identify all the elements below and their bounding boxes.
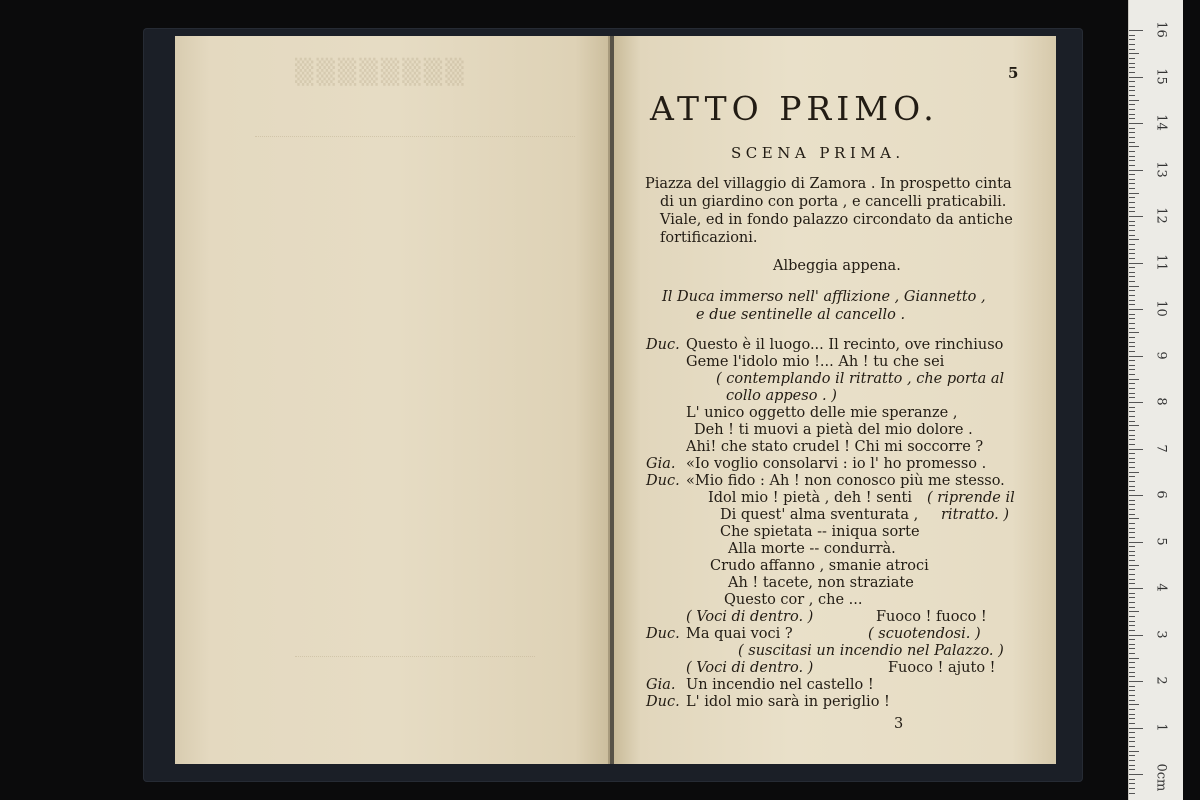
ruler-tick — [1129, 342, 1135, 343]
ruler-tick — [1129, 258, 1135, 259]
stage-direction: ( contemplando il ritratto , che porta al — [716, 371, 1005, 387]
ruler-tick — [1129, 551, 1135, 552]
act-title: ATTO PRIMO. — [650, 89, 939, 128]
ruler-tick — [1129, 174, 1135, 175]
ruler-tick — [1129, 793, 1135, 794]
ruler-tick — [1129, 365, 1135, 366]
ruler-label: 9 — [1153, 350, 1169, 360]
verse-line: Questo cor , che ... — [724, 592, 863, 608]
ruler-tick — [1129, 467, 1135, 468]
ruler-tick — [1129, 160, 1135, 161]
ruler-tick — [1129, 695, 1135, 696]
stage-direction: ( Voci di dentro. ) — [686, 609, 814, 625]
ruler-tick — [1129, 490, 1135, 491]
stage-direction: ritratto. ) — [941, 507, 1009, 523]
ruler-tick — [1129, 207, 1135, 208]
ruler-label: 6 — [1153, 490, 1169, 499]
ruler-tick — [1129, 230, 1135, 231]
verse-line: «Mio fido : Ah ! non conosco più me stesso. — [686, 473, 1005, 489]
ruler-tick — [1129, 704, 1139, 705]
ruler-tick — [1129, 221, 1135, 222]
setting-line: Piazza del villaggio di Zamora . In prospetto cinta — [645, 176, 1012, 192]
ruler-tick — [1129, 662, 1135, 663]
ruler-tick — [1129, 151, 1135, 152]
ruler-tick — [1129, 304, 1135, 305]
ruler-tick — [1129, 253, 1135, 254]
ruler-tick — [1129, 323, 1135, 324]
ruler-tick — [1129, 397, 1135, 398]
verse-line: Questo è il luogo... Il recinto, ove rinchiuso — [686, 337, 1004, 353]
ruler-tick — [1129, 765, 1135, 766]
ruler-tick — [1129, 272, 1135, 273]
ruler-tick — [1129, 574, 1135, 575]
ruler-tick — [1129, 686, 1135, 687]
ruler-tick — [1129, 690, 1135, 691]
ruler-tick — [1129, 728, 1143, 729]
ruler-tick — [1129, 239, 1139, 240]
ruler-tick — [1129, 197, 1135, 198]
ruler-tick — [1129, 104, 1135, 105]
ruler-tick — [1129, 779, 1135, 780]
ruler-tick — [1129, 314, 1135, 315]
ruler-tick — [1129, 625, 1135, 626]
stage-direction: collo appeso . ) — [726, 388, 837, 404]
ruler-tick — [1129, 360, 1135, 361]
verse-line: L' idol mio sarà in periglio ! — [686, 694, 890, 710]
verse-line: Geme l'idolo mio !... Ah ! tu che sei — [686, 354, 945, 370]
bleed-through — [255, 136, 575, 367]
verse-line: Un incendio nel castello ! — [686, 677, 874, 693]
ruler-label: 10 — [1153, 300, 1169, 317]
ruler-tick — [1129, 369, 1135, 370]
ruler-tick — [1129, 504, 1135, 505]
ruler-tick — [1129, 667, 1135, 668]
ruler-tick — [1129, 755, 1135, 756]
ruler-tick — [1129, 537, 1135, 538]
scene-heading: SCENA PRIMA. — [731, 144, 905, 162]
ruler-tick — [1129, 281, 1135, 282]
ruler-tick — [1129, 514, 1135, 515]
ruler-tick — [1129, 156, 1135, 157]
ruler-label: 11 — [1153, 253, 1169, 271]
verse-line: Deh ! ti muovi a pietà del mio dolore . — [694, 422, 973, 438]
ruler-tick — [1129, 356, 1143, 357]
ruler-tick — [1129, 481, 1135, 482]
ruler-tick — [1129, 81, 1135, 82]
ruler-tick — [1129, 714, 1135, 715]
ruler-tick — [1129, 560, 1135, 561]
verse-line: Idol mio ! pietà , deh ! senti — [708, 490, 913, 506]
ruler-tick — [1129, 249, 1135, 250]
ruler-tick — [1129, 142, 1135, 143]
ruler-tick — [1129, 783, 1135, 784]
ruler-tick — [1129, 49, 1135, 50]
ruler-tick — [1129, 672, 1135, 673]
setting-line: Viale, ed in fondo palazzo circondato da antiche — [660, 212, 1013, 228]
ruler-label: 0cm — [1153, 763, 1169, 792]
bleed-through — [295, 656, 535, 657]
ruler-tick — [1129, 211, 1135, 212]
ruler-tick — [1129, 351, 1135, 352]
ruler-tick — [1129, 402, 1143, 403]
ruler-tick — [1129, 621, 1135, 622]
ruler-tick — [1129, 597, 1135, 598]
ruler-tick — [1129, 383, 1135, 384]
ruler-tick — [1129, 244, 1135, 245]
ruler-label: 5 — [1153, 536, 1169, 546]
ruler-tick — [1129, 607, 1135, 608]
ruler-tick — [1129, 63, 1135, 64]
ruler-label: 14 — [1153, 114, 1169, 131]
ruler-tick — [1129, 616, 1135, 617]
ruler-tick — [1129, 67, 1135, 68]
characters-line: e due sentinelle al cancello . — [696, 307, 906, 323]
ruler-label: 7 — [1153, 443, 1169, 453]
ruler-tick — [1129, 235, 1135, 236]
ruler-tick — [1129, 295, 1135, 296]
ruler-tick — [1129, 630, 1135, 631]
ruler-tick — [1129, 95, 1135, 96]
ruler-label: 13 — [1153, 160, 1169, 178]
ruler-tick — [1129, 123, 1143, 124]
verse-line: Ah ! tacete, non straziate — [728, 575, 914, 591]
stage-direction: ( scuotendosi. ) — [868, 626, 981, 642]
ruler-tick — [1129, 555, 1135, 556]
ruler-tick — [1129, 137, 1135, 138]
speaker: Duc. — [646, 337, 680, 353]
ruler-tick — [1129, 86, 1135, 87]
ruler-tick — [1129, 788, 1135, 789]
verse-line: L' unico oggetto delle mie speranze , — [686, 405, 958, 421]
speaker: Duc. — [646, 626, 680, 642]
ruler-tick — [1129, 170, 1143, 171]
ruler-tick — [1129, 430, 1135, 431]
verse-line: Ma quai voci ? — [686, 626, 793, 642]
ruler-tick — [1129, 709, 1135, 710]
ruler-tick — [1129, 588, 1143, 589]
ruler-tick — [1129, 723, 1135, 724]
ruler-tick — [1129, 35, 1135, 36]
ruler-tick — [1129, 435, 1135, 436]
ruler-tick — [1129, 718, 1135, 719]
ruler-tick — [1129, 565, 1139, 566]
ruler-tick — [1129, 225, 1135, 226]
measuring-ruler — [1128, 0, 1183, 800]
ruler-label: 8 — [1153, 397, 1169, 406]
ruler-tick — [1129, 774, 1143, 775]
ruler-label: 4 — [1153, 583, 1169, 592]
ruler-tick — [1129, 639, 1135, 640]
ruler-tick — [1129, 644, 1135, 645]
ruler-tick — [1129, 216, 1143, 217]
ruler-tick — [1129, 653, 1135, 654]
speaker: Gia. — [646, 677, 676, 693]
left-page — [175, 36, 610, 764]
verse-line: Fuoco ! fuoco ! — [876, 609, 987, 625]
ruler-tick — [1129, 188, 1135, 189]
ruler-tick — [1129, 374, 1135, 375]
verse-line: Di quest' alma sventurata , — [720, 507, 919, 523]
verse-line: Crudo affanno , smanie atroci — [710, 558, 929, 574]
ruler-tick — [1129, 453, 1135, 454]
ruler-tick — [1129, 132, 1135, 133]
ruler-tick — [1129, 444, 1135, 445]
ruler-tick — [1129, 462, 1135, 463]
ruler-tick — [1129, 100, 1139, 101]
ruler-tick — [1129, 72, 1135, 73]
ruler-tick — [1129, 53, 1139, 54]
ruler-tick — [1129, 290, 1135, 291]
ruler-label: 15 — [1153, 67, 1169, 85]
ruler-tick — [1129, 77, 1143, 78]
ruler-tick — [1129, 737, 1135, 738]
ruler-tick — [1129, 421, 1135, 422]
ruler-tick — [1129, 388, 1135, 389]
ruler-tick — [1129, 769, 1135, 770]
characters-line: Il Duca immerso nell' afflizione , Giannetto , — [662, 289, 986, 305]
ruler-tick — [1129, 579, 1135, 580]
ruler-label: 2 — [1153, 676, 1169, 685]
ruler-tick — [1129, 425, 1139, 426]
ruler-tick — [1129, 165, 1135, 166]
verse-line: Fuoco ! ajuto ! — [888, 660, 996, 676]
ruler-tick — [1129, 30, 1143, 31]
verse-line: Che spietata -- iniqua sorte — [720, 524, 920, 540]
ruler-tick — [1129, 328, 1135, 329]
ruler-tick — [1129, 583, 1135, 584]
ruler-tick — [1129, 569, 1135, 570]
ruler-tick — [1129, 518, 1139, 519]
ruler-tick — [1129, 593, 1135, 594]
ruler-tick — [1129, 58, 1135, 59]
ruler-label: 1 — [1153, 722, 1169, 732]
ruler-tick — [1129, 760, 1135, 761]
ruler-tick — [1129, 495, 1143, 496]
setting-line: fortificazioni. — [660, 230, 758, 246]
ruler-tick — [1129, 741, 1135, 742]
ruler-tick — [1129, 90, 1135, 91]
ruler-tick — [1129, 509, 1135, 510]
ruler-tick — [1129, 542, 1143, 543]
ruler-tick — [1129, 318, 1135, 319]
speaker: Duc. — [646, 473, 680, 489]
ruler-tick — [1129, 300, 1135, 301]
ruler-tick — [1129, 128, 1135, 129]
ruler-tick — [1129, 193, 1139, 194]
ruler-tick — [1129, 407, 1135, 408]
ruler-tick — [1129, 528, 1135, 529]
ruler-tick — [1129, 379, 1139, 380]
ruler-tick — [1129, 732, 1135, 733]
stage-direction: ( riprende il — [927, 490, 1015, 506]
ruler-tick — [1129, 648, 1135, 649]
ruler-tick — [1129, 546, 1135, 547]
ruler-tick — [1129, 346, 1135, 347]
ruler-tick — [1129, 523, 1135, 524]
verse-line: «Io voglio consolarvi : io l' ho promesso . — [686, 456, 987, 472]
ruler-tick — [1129, 332, 1139, 333]
verse-line: Ahi! che stato crudel ! Chi mi soccorre ? — [686, 439, 984, 455]
stage-direction: ( Voci di dentro. ) — [686, 660, 814, 676]
ruler-tick — [1129, 183, 1135, 184]
ruler-tick — [1129, 658, 1139, 659]
stage-direction: ( suscitasi un incendio nel Palazzo. ) — [738, 643, 1004, 659]
ruler-tick — [1129, 486, 1135, 487]
ruler-tick — [1129, 393, 1135, 394]
speaker: Duc. — [646, 694, 680, 710]
stage-direction: Albeggia appena. — [773, 258, 901, 274]
ruler-tick — [1129, 602, 1135, 603]
ruler-tick — [1129, 202, 1135, 203]
ruler-tick — [1129, 337, 1135, 338]
ruler-label: 3 — [1153, 629, 1169, 639]
ruler-tick — [1129, 439, 1135, 440]
right-page — [614, 36, 1056, 764]
page-number: 5 — [1008, 64, 1019, 82]
ruler-tick — [1129, 411, 1135, 412]
ruler-tick — [1129, 635, 1143, 636]
ruler-tick — [1129, 611, 1139, 612]
ruler-label: 16 — [1153, 21, 1169, 38]
signature-mark: 3 — [894, 716, 904, 732]
ruler-tick — [1129, 681, 1143, 682]
ruler-tick — [1129, 114, 1135, 115]
ruler-tick — [1129, 700, 1135, 701]
ruler-tick — [1129, 458, 1135, 459]
ruler-tick — [1129, 676, 1135, 677]
ruler-tick — [1129, 746, 1135, 747]
ruler-tick — [1129, 309, 1143, 310]
ruler-tick — [1129, 276, 1135, 277]
ruler-tick — [1129, 263, 1143, 264]
ruler-tick — [1129, 472, 1139, 473]
ruler-tick — [1129, 286, 1139, 287]
ruler-label: 12 — [1153, 207, 1169, 224]
setting-line: di un giardino con porta , e cancelli praticabili. — [660, 194, 1007, 210]
ruler-tick — [1129, 267, 1135, 268]
ruler-tick — [1129, 416, 1135, 417]
ruler-tick — [1129, 44, 1135, 45]
ruler-tick — [1129, 449, 1143, 450]
ruler-tick — [1129, 500, 1135, 501]
ruler-tick — [1129, 39, 1135, 40]
ruler-tick — [1129, 179, 1135, 180]
ruler-tick — [1129, 751, 1139, 752]
ruler-tick — [1129, 118, 1135, 119]
ruler-tick — [1129, 146, 1139, 147]
bleed-through: ▒▒▒▒▒▒▒▒ — [295, 58, 467, 86]
verse-line: Alla morte -- condurrà. — [728, 541, 896, 557]
ruler-tick — [1129, 532, 1135, 533]
ruler-tick — [1129, 109, 1135, 110]
speaker: Gia. — [646, 456, 676, 472]
ruler-tick — [1129, 476, 1135, 477]
